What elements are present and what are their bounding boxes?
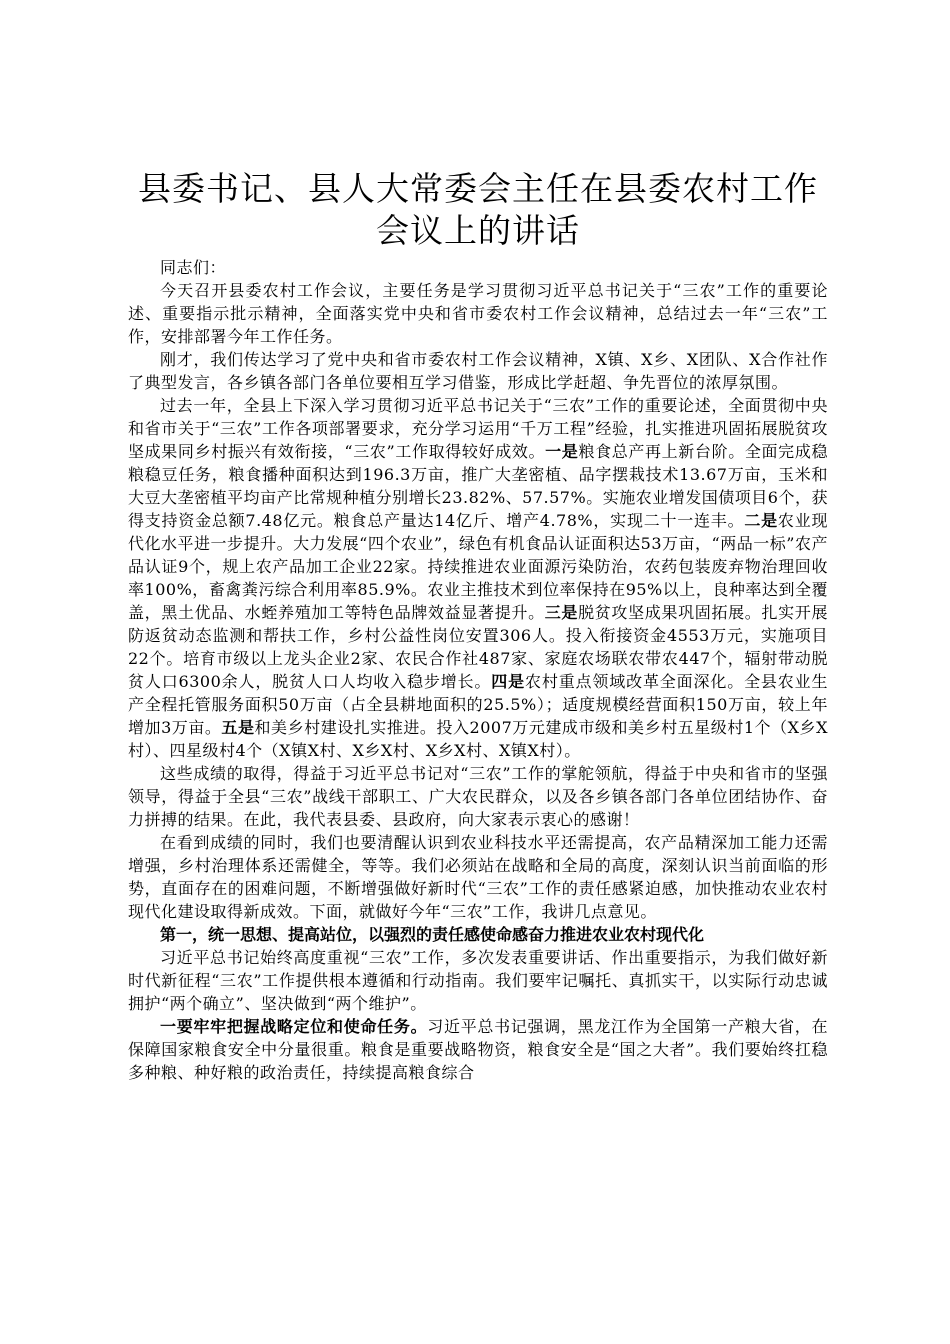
paragraph-3-point-3: 脱贫攻坚成果巩固拓展。扎实开展防返贫动态监测和帮扶工作，乡村公益性岗位安置306人。投入衔接资金4553万元，实施项目22个。培育市级以上龙头企业2家、农民合作社487家、家庭农场联农带农447个，辐射带动脱贫人口6300余人，脱贫人口人均收入稳步增长。: [128, 603, 828, 691]
paragraph-3-intro: 过去一年，全县上下深入学习贯彻习近平总书记关于“三农”工作的重要论述，全面贯彻中央和省市关于“三农”工作各项部署要求，充分学习运用“千万工程”经验，扎实推进巩固拓展脱贫攻坚成果同乡村振兴有效衔接，“三农”工作取得较好成效。: [128, 396, 828, 461]
paragraph-7-keyword: 一要牢牢把握战略定位和使命任务。: [160, 1017, 428, 1036]
paragraph-7-text: 习近平总书记强调，黑龙江作为全国第一产粮大省，在保障国家粮食安全中分量很重。粮食是重要战略物资，粮食安全是“国之大者”。我们要始终扛稳多种粮、种好粮的政治责任，持续提高粮食综合: [128, 1017, 828, 1082]
keyword-2: 二是: [744, 511, 778, 530]
section-heading-1: 第一，统一思想、提高站位，以强烈的责任感使命感奋力推进农业农村现代化: [160, 925, 705, 944]
paragraph-4: 这些成绩的取得，得益于习近平总书记对“三农”工作的掌舵领航，得益于中央和省市的坚强领导，得益于全县“三农”战线干部职工、广大农民群众，以及各乡镇各部门各单位团结协作、奋力拼搏的结果。在此，我代表县委、县政府，向大家表示衷心的感谢！: [128, 764, 828, 829]
paragraph-6: 习近平总书记始终高度重视“三农”工作，多次发表重要讲话、作出重要指示，为我们做好新时代新征程“三农”工作提供根本遵循和行动指南。我们要牢记嘱托、真抓实干，以实际行动忠诚拥护“两个确立”、坚决做到“两个维护”。: [128, 948, 828, 1013]
paragraph-3-point-2: 农业现代化水平进一步提升。大力发展“四个农业”，绿色有机食品认证面积达53万亩，“两品一标”农产品认证9个，规上农产品加工企业22家。持续推进农业面源污染防治，农药包装废弃物治理回收率100%，畜禽粪污综合利用率85.9%。农业主推技术到位率保持在95%以上，良种率达到全覆盖，黑土优品、水蛭养殖加工等特色品牌效益显著提升。: [128, 511, 828, 622]
document-title: 县委书记、县人大常委会主任在县委农村工作会议上的讲话: [138, 169, 818, 250]
keyword-5: 五是: [221, 718, 255, 737]
paragraph-2: 刚才，我们传达学习了党中央和省市委农村工作会议精神，X镇、X乡、X团队、X合作社作了典型发言，各乡镇各部门各单位要相互学习借鉴，形成比学赶超、争先晋位的浓厚氛围。: [128, 350, 828, 392]
paragraph-3-point-1: 粮食总产再上新台阶。全面完成稳粮稳豆任务，粮食播种面积达到196.3万亩，推广大垄密植、品字摆栽技术13.67万亩，玉米和大豆大垄密植平均亩产比常规种植分别增长23.82%、57.57%。实施农业增发国债项目6个，获得支持资金总额7.48亿元。粮食总产量达14亿斤、增产4.78%，实现二十一连丰。: [128, 442, 828, 530]
paragraph-7: [128, 1015, 828, 1084]
keyword-3: 三是: [544, 603, 579, 622]
salutation: 同志们：: [160, 258, 227, 277]
paragraph-1: 今天召开县委农村工作会议，主要任务是学习贯彻习近平总书记关于“三农”工作的重要论述、重要指示批示精神，全面落实党中央和省市委农村工作会议精神，总结过去一年“三农”工作，安排部署今年工作任务。: [128, 281, 828, 346]
keyword-1: 一是: [545, 442, 579, 461]
paragraph-3-point-4: 农村重点领域改革全面深化。全县农业生产全程托管服务面积50万亩（占全县耕地面积的25.5%）；适度规模经营面积150万亩，较上年增加3万亩。: [128, 672, 828, 737]
document-page: [128, 168, 828, 1084]
paragraph-3-point-5: 和美乡村建设扎实推进。投入2007万元建成市级和美乡村五星级村1个（X乡X村）、四星级村4个（X镇X村、X乡X村、X乡X村、X镇X村）。: [128, 718, 828, 760]
paragraph-5: 在看到成绩的同时，我们也要清醒认识到农业科技水平还需提高，农产品精深加工能力还需增强，乡村治理体系还需健全，等等。我们必须站在战略和全局的高度，深刻认识当前面临的形势，直面存在的困难问题，不断增强做好新时代“三农”工作的责任感紧迫感，加快推动农业农村现代化建设取得新成效。下面，就做好今年“三农”工作，我讲几点意见。: [128, 833, 828, 921]
keyword-4: 四是: [491, 672, 525, 691]
paragraph-3: [128, 394, 828, 762]
